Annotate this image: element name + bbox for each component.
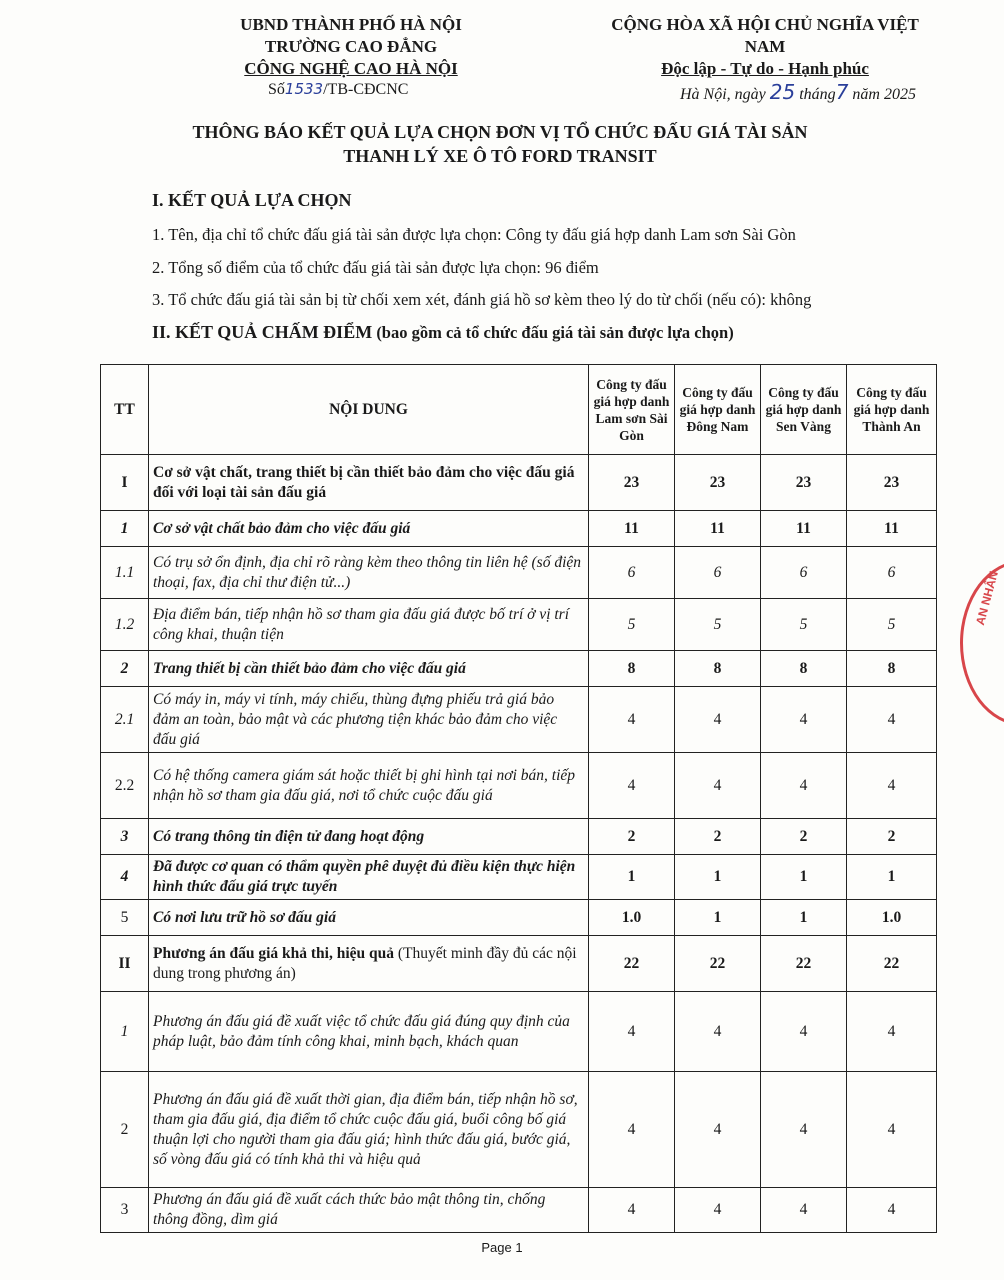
row-content-text: Phương án đấu giá khả thi, hiệu quả <box>153 944 395 962</box>
row-content <box>149 855 589 900</box>
table-row <box>101 547 937 599</box>
score-company-1: 5 <box>589 599 675 651</box>
score-company-3: 11 <box>761 511 847 547</box>
score-company-1: 4 <box>589 1188 675 1233</box>
header-company-3: Công ty đấu giá hợp danh Sen Vàng <box>761 365 847 455</box>
score-company-1: 1 <box>589 855 675 900</box>
row-content <box>149 599 589 651</box>
score-company-2: 5 <box>675 599 761 651</box>
document-date <box>680 80 916 104</box>
score-company-2: 23 <box>675 455 761 511</box>
row-content <box>149 753 589 819</box>
row-index: 1.1 <box>101 547 149 599</box>
score-company-2: 11 <box>675 511 761 547</box>
document-number-handwritten: 1533 <box>284 80 324 98</box>
document-title <box>120 120 880 168</box>
row-index: 5 <box>101 900 149 936</box>
issuer-line-1: UBND THÀNH PHỐ HÀ NỘI <box>240 15 462 34</box>
score-company-1: 4 <box>589 753 675 819</box>
row-content-text: Có trang thông tin điện tử đang hoạt động <box>153 827 425 845</box>
issuer-line-3: CÔNG NGHỆ CAO HÀ NỘI <box>244 59 458 78</box>
row-index: 2 <box>101 651 149 687</box>
score-company-2: 4 <box>675 753 761 819</box>
score-company-2: 4 <box>675 1188 761 1233</box>
table-row <box>101 1188 937 1233</box>
section-2-heading <box>152 322 734 343</box>
row-content <box>149 900 589 936</box>
score-company-4: 2 <box>847 819 937 855</box>
title-line-2: THANH LÝ XE Ô TÔ FORD TRANSIT <box>343 146 657 166</box>
score-company-4: 23 <box>847 455 937 511</box>
row-content-text: Có nơi lưu trữ hồ sơ đấu giá <box>153 908 336 926</box>
table-row <box>101 455 937 511</box>
table-row <box>101 936 937 992</box>
header-content: NỘI DUNG <box>149 365 589 455</box>
score-company-3: 4 <box>761 1072 847 1188</box>
score-company-3: 23 <box>761 455 847 511</box>
table-row <box>101 599 937 651</box>
header-company-1: Công ty đấu giá hợp danh Lam sơn Sài Gòn <box>589 365 675 455</box>
row-index: 2.1 <box>101 687 149 753</box>
score-company-4: 6 <box>847 547 937 599</box>
table-row <box>101 855 937 900</box>
score-company-3: 1 <box>761 900 847 936</box>
row-content <box>149 1072 589 1188</box>
score-company-4: 4 <box>847 687 937 753</box>
date-prefix: Hà Nội, ngày <box>680 86 766 103</box>
score-company-1: 6 <box>589 547 675 599</box>
table-row <box>101 511 937 547</box>
page-number: Page 1 <box>481 1240 523 1255</box>
row-content <box>149 547 589 599</box>
score-company-2: 8 <box>675 651 761 687</box>
row-index: II <box>101 936 149 992</box>
row-index: 2.2 <box>101 753 149 819</box>
row-content-text: Có hệ thống camera giám sát hoặc thiết bị ghi hình tại nơi bán, tiếp nhận hồ sơ tham gia đấu giá, nơi tổ chức cuộc đấu giá <box>153 766 576 804</box>
score-company-2: 1 <box>675 900 761 936</box>
table-row <box>101 1072 937 1188</box>
score-company-1: 11 <box>589 511 675 547</box>
row-content <box>149 819 589 855</box>
score-company-2: 2 <box>675 819 761 855</box>
date-month-label: tháng <box>799 86 836 103</box>
score-company-3: 4 <box>761 687 847 753</box>
score-company-3: 4 <box>761 992 847 1072</box>
score-company-4: 1.0 <box>847 900 937 936</box>
row-content-text: Đã được cơ quan có thẩm quyền phê duyệt đủ điều kiện thực hiện hình thức đấu giá trực tuyến <box>153 858 576 895</box>
score-company-2: 6 <box>675 547 761 599</box>
table-row <box>101 900 937 936</box>
score-company-4: 8 <box>847 651 937 687</box>
score-company-4: 11 <box>847 511 937 547</box>
section-1-heading: I. KẾT QUẢ LỰA CHỌN <box>152 190 352 210</box>
row-index: 3 <box>101 1188 149 1233</box>
row-content <box>149 936 589 992</box>
score-company-1: 22 <box>589 936 675 992</box>
row-content <box>149 687 589 753</box>
document-number-suffix: /TB-CĐCNC <box>323 81 409 98</box>
score-company-3: 2 <box>761 819 847 855</box>
row-content-text: Có máy in, máy vi tính, máy chiếu, thùng đựng phiếu trả giá bảo đảm an toàn, bảo mật và các phương tiện khác bảo đảm cho việc đấu giá <box>153 690 558 748</box>
row-content-text: Cơ sở vật chất bảo đảm cho việc đấu giá <box>153 519 411 537</box>
stamp-text: AN NHÂN <box>973 569 1001 627</box>
score-company-3: 4 <box>761 753 847 819</box>
score-company-4: 5 <box>847 599 937 651</box>
score-company-3: 6 <box>761 547 847 599</box>
section-2-heading-bold: II. KẾT QUẢ CHẤM ĐIỂM <box>152 322 373 342</box>
date-month: 7 <box>835 80 849 104</box>
header-company-2: Công ty đấu giá hợp danh Đông Nam <box>675 365 761 455</box>
row-index: 3 <box>101 819 149 855</box>
row-content <box>149 455 589 511</box>
date-day: 25 <box>769 80 796 104</box>
header-company-4: Công ty đấu giá hợp danh Thành An <box>847 365 937 455</box>
score-company-4: 1 <box>847 855 937 900</box>
score-company-1: 23 <box>589 455 675 511</box>
row-content-text: Phương án đấu giá đề xuất việc tổ chức đấu giá đúng quy định của pháp luật, bảo đảm tính công khai, minh bạch, khách quan <box>153 1012 570 1050</box>
row-content-text: Phương án đấu giá đề xuất cách thức bảo mật thông tin, chống thông đồng, dìm giá <box>153 1191 546 1228</box>
row-content <box>149 1188 589 1233</box>
row-index: 1.2 <box>101 599 149 651</box>
score-company-4: 4 <box>847 1072 937 1188</box>
national-motto <box>590 14 940 80</box>
score-company-2: 1 <box>675 855 761 900</box>
document-number-prefix: Số <box>268 81 285 98</box>
score-company-4: 4 <box>847 992 937 1072</box>
score-company-4: 4 <box>847 1188 937 1233</box>
row-content <box>149 992 589 1072</box>
scoring-table <box>100 364 937 1233</box>
table-row <box>101 753 937 819</box>
table-row <box>101 819 937 855</box>
section-1-item-1: 1. Tên, địa chỉ tổ chức đấu giá tài sản được lựa chọn: Công ty đấu giá hợp danh Lam sơn Sài Gòn <box>152 225 796 244</box>
table-row <box>101 992 937 1072</box>
row-index: 2 <box>101 1072 149 1188</box>
score-company-2: 4 <box>675 687 761 753</box>
row-content-text: Trang thiết bị cần thiết bảo đảm cho việc đấu giá <box>153 659 466 677</box>
national-title: CỘNG HÒA XÃ HỘI CHỦ NGHĨA VIỆT NAM <box>611 15 919 56</box>
section-2-heading-note: (bao gồm cả tổ chức đấu giá tài sản được lựa chọn) <box>372 323 734 342</box>
issuer-line-2: TRƯỜNG CAO ĐẲNG <box>264 37 438 56</box>
score-company-1: 4 <box>589 687 675 753</box>
score-company-1: 8 <box>589 651 675 687</box>
row-content-text: Phương án đấu giá đề xuất thời gian, địa điểm bán, tiếp nhận hồ sơ, tham gia đấu giá, địa điểm tổ chức cuộc đấu giá, buổi công bố giá thuận lợi cho người tham gia đấu giá; hình thức đấu giá, bước giá, số vòng đấu giá có tính khả thi và hiệu quả <box>153 1090 578 1168</box>
score-company-1: 4 <box>589 992 675 1072</box>
score-company-3: 8 <box>761 651 847 687</box>
table-header-row <box>101 365 937 455</box>
row-content-text: Có trụ sở ổn định, địa chỉ rõ ràng kèm theo thông tin liên hệ (số điện thoại, fax, địa chỉ thư điện tử...) <box>153 553 582 591</box>
row-index: 4 <box>101 855 149 900</box>
score-company-1: 4 <box>589 1072 675 1188</box>
row-index: 1 <box>101 992 149 1072</box>
score-company-2: 22 <box>675 936 761 992</box>
issuer-block <box>196 14 506 80</box>
score-company-1: 2 <box>589 819 675 855</box>
score-company-4: 22 <box>847 936 937 992</box>
row-index: 1 <box>101 511 149 547</box>
row-content-note: (Thuyết minh đầy đủ các nội dung trong phương án) <box>153 944 577 982</box>
section-1-item-3: 3. Tổ chức đấu giá tài sản bị từ chối xem xét, đánh giá hồ sơ kèm theo lý do từ chối (nếu có): không <box>152 290 812 309</box>
row-content-text: Địa điểm bán, tiếp nhận hồ sơ tham gia đấu giá được bố trí ở vị trí công khai, thuận tiện <box>153 605 570 643</box>
score-company-4: 4 <box>847 753 937 819</box>
score-company-1: 1.0 <box>589 900 675 936</box>
row-content <box>149 651 589 687</box>
header-tt: TT <box>101 365 149 455</box>
score-company-2: 4 <box>675 1072 761 1188</box>
table-row <box>101 651 937 687</box>
date-year: năm 2025 <box>852 86 916 103</box>
row-content-text: Cơ sở vật chất, trang thiết bị cần thiết bảo đảm cho việc đấu giá đối với loại tài sản đấu giá <box>153 463 575 501</box>
score-company-3: 1 <box>761 855 847 900</box>
section-1-item-2: 2. Tổng số điểm của tổ chức đấu giá tài sản được lựa chọn: 96 điểm <box>152 258 599 277</box>
document-number <box>268 80 408 99</box>
score-company-2: 4 <box>675 992 761 1072</box>
score-company-3: 4 <box>761 1188 847 1233</box>
row-content <box>149 511 589 547</box>
title-line-1: THÔNG BÁO KẾT QUẢ LỰA CHỌN ĐƠN VỊ TỔ CHỨC ĐẤU GIÁ TÀI SẢN <box>192 122 808 142</box>
motto: Độc lập - Tự do - Hạnh phúc <box>661 59 869 78</box>
score-company-3: 22 <box>761 936 847 992</box>
row-index: I <box>101 455 149 511</box>
score-company-3: 5 <box>761 599 847 651</box>
table-row <box>101 687 937 753</box>
seal-stamp <box>960 560 1004 726</box>
